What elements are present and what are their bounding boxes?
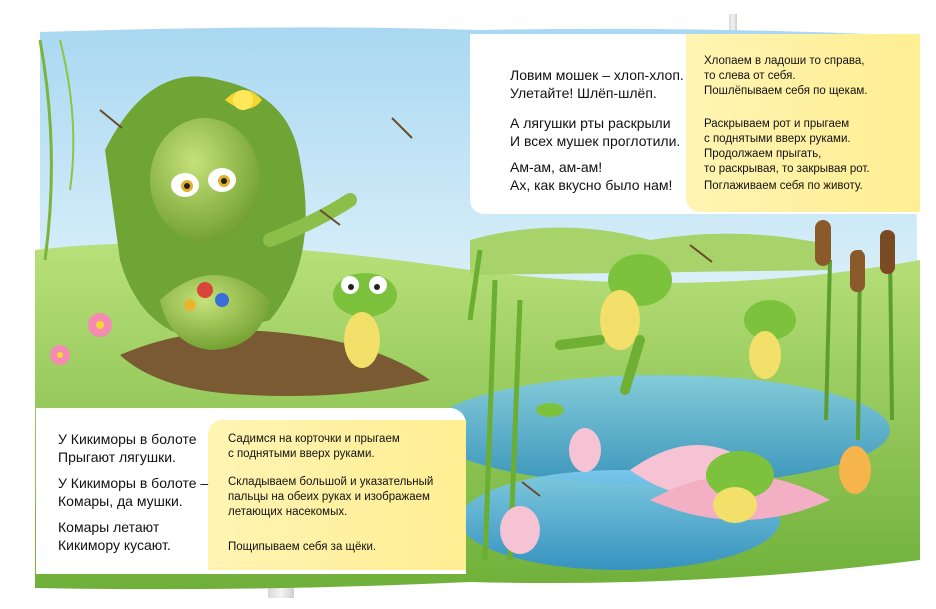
left-verse-1: У Кикиморы в болоте Прыгают лягушки. [58,431,197,465]
right-verse-3: Ам-ам, ам-ам! Ах, как вкусно было нам! [510,159,673,193]
left-verse-3: Комары летают Кикимору кусают. [58,519,171,553]
right-action-1: Хлопаем в ладоши то справа, то слева от себя. Пошлёпываем себя по щекам. [704,55,868,97]
right-action-2: Раскрываем рот и прыгаем с поднятыми вверх руками. Продолжаем прыгать, то раскрывая, то закрывая рот. [704,118,870,175]
right-action-3: Поглаживаем себя по животу. [704,180,863,192]
left-action-1: Садимся на корточки и прыгаем с поднятыми вверх руками. [228,433,400,460]
left-verse-2: У Кикиморы в болоте – Комары, да мушки. [58,475,209,509]
right-verse-2: А лягушки рты раскрыли И всех мушек проглотили. [510,115,681,149]
right-verse-1: Ловим мошек – хлоп-хлоп. Улетайте! Шлёп-шлёп. [510,67,684,101]
frog-in-water [536,403,564,417]
left-action-2: Складываем большой и указательный пальцы на обеих руках и изображаем летающих насекомых. [228,476,434,518]
left-action-3: Пощипываем себя за щёки. [228,541,377,553]
